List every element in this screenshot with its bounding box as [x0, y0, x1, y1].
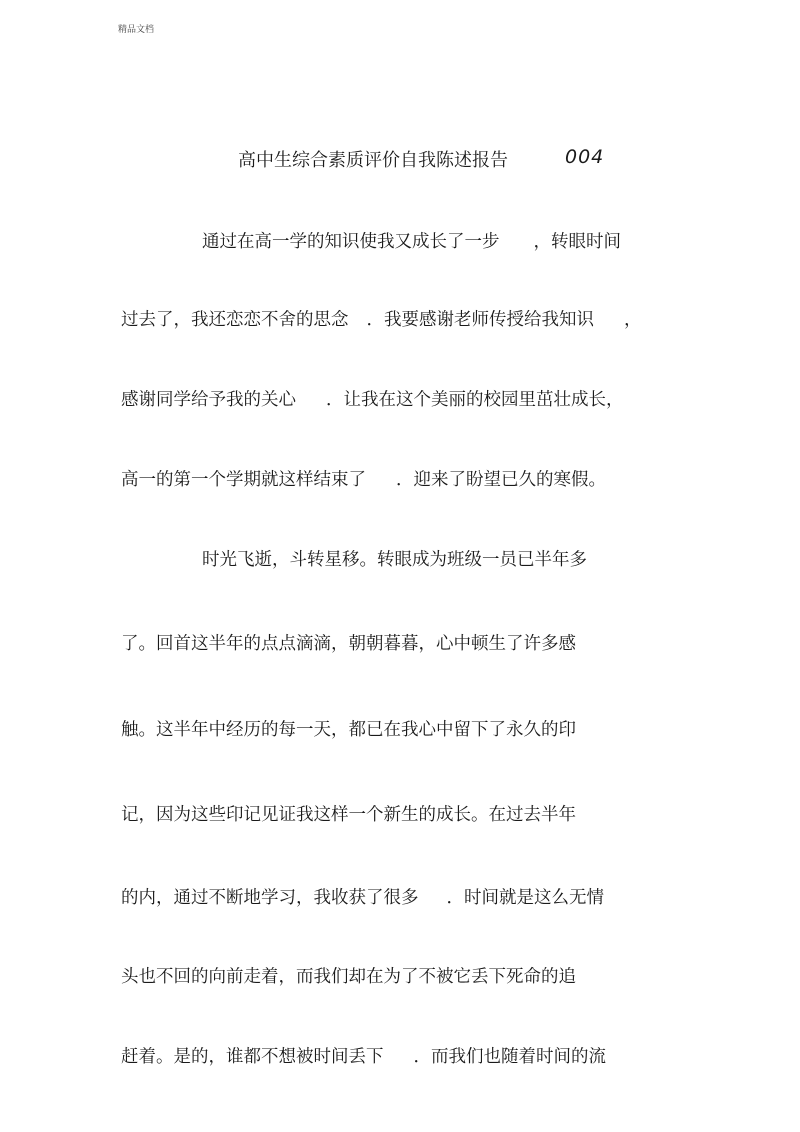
paragraph-line-8: 记，因为这些印记见证我这样一个新生的成长。在过去半年	[121, 805, 576, 825]
paragraph-line-1: 通过在高一学的知识使我又成长了一步 ，转眼时间	[202, 232, 621, 252]
paragraph-line-2: 过去了，我还恋恋不舍的思念 ．我要感谢老师传授给我知识 ，	[121, 310, 642, 330]
paragraph-line-5: 时光飞逝，斗转星移。转眼成为班级一员已半年多	[202, 550, 587, 570]
paragraph-line-4: 高一的第一个学期就这样结束了 ．迎来了盼望已久的寒假。	[121, 470, 606, 490]
paragraph-line-11: 赶着。是的，谁都不想被时间丢下 ．而我们也随着时间的流	[121, 1047, 606, 1067]
header-tag: 精品文档	[118, 25, 155, 35]
paragraph-line-10: 头也不回的向前走着，而我们却在为了不被它丢下死命的追	[121, 967, 576, 987]
document-title: 高中生综合素质评价自我陈述报告	[238, 150, 508, 171]
paragraph-line-3: 感谢同学给予我的关心 ．让我在这个美丽的校园里茁壮成长，	[121, 390, 624, 410]
document-title-number: 004	[565, 146, 605, 168]
paragraph-line-9: 的内，通过不断地学习，我收获了很多 ．时间就是这么无情	[121, 888, 604, 908]
paragraph-line-6: 了。回首这半年的点点滴滴，朝朝暮暮，心中顿生了许多感	[121, 634, 576, 654]
paragraph-line-7: 触。这半年中经历的每一天，都已在我心中留下了永久的印	[121, 720, 576, 740]
